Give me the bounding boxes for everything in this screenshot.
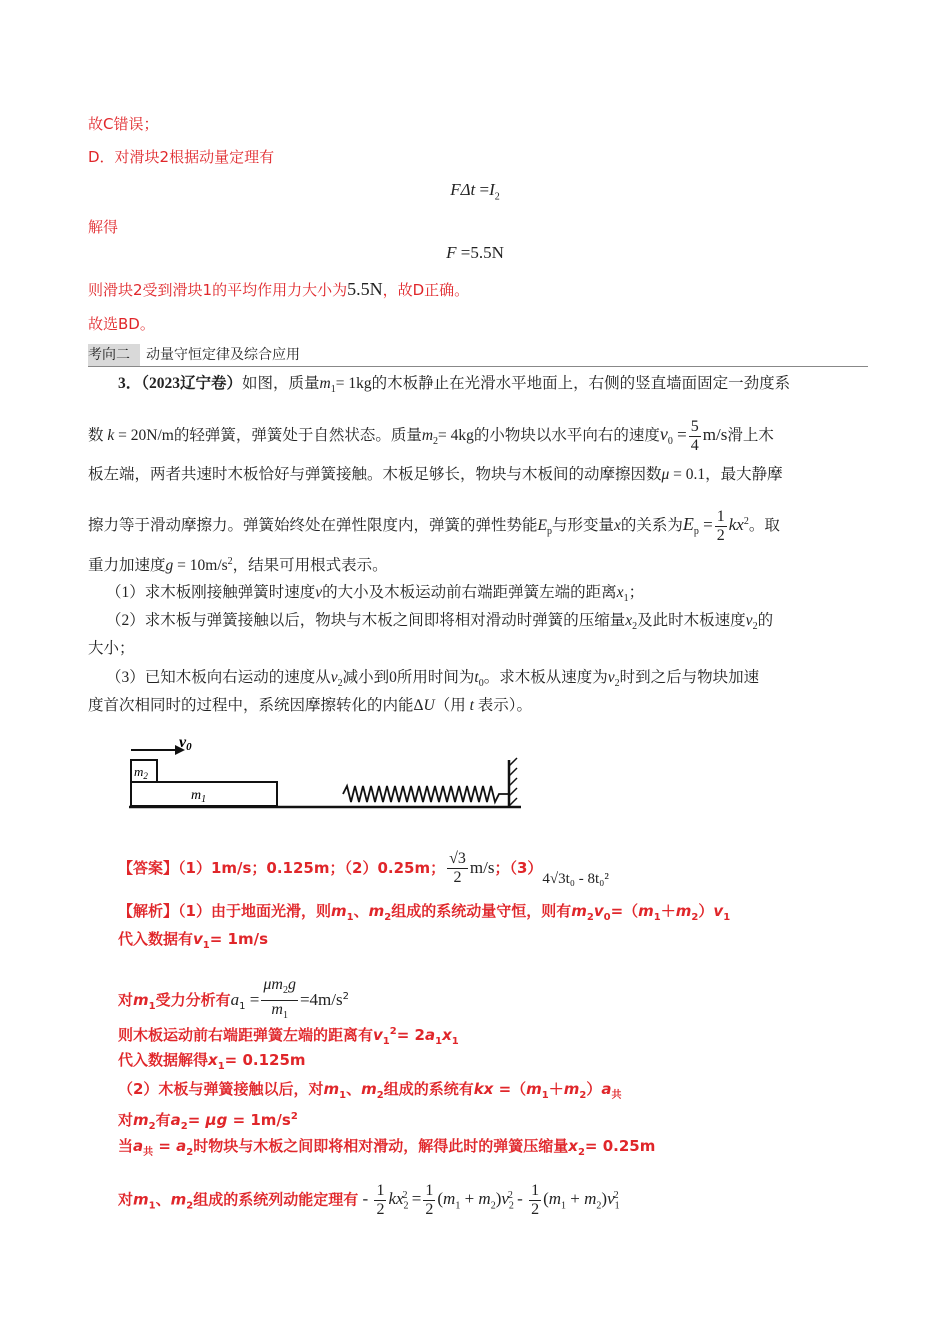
text-line: 故C错误； (88, 115, 159, 133)
text: 板左端，两者共速时木板恰好与弹簧接触。木板足够长，物块与木板间的动摩擦因数 (88, 466, 662, 483)
text: （2）木板与弹簧接触以后，对 (118, 1080, 324, 1098)
var: x (614, 517, 621, 535)
text: ；（3） (494, 859, 543, 877)
text: 擦力等于滑动摩擦力。弹簧始终处在弹性限度内，弹簧的弹性势能 (88, 517, 538, 535)
analysis-line-8: 当$a_共 = a_2$时物块与木板之间即将相对滑动，解得此时的弹簧压缩量$x_2= 0.25m$ (118, 1137, 656, 1158)
text: 则木板运动前右端距弹簧左端的距离有 (118, 1026, 374, 1044)
answer-line (118, 850, 609, 887)
spring (343, 786, 509, 802)
text: （2）求木板与弹簧接触以后，物块与木板之间即将相对滑动时弹簧的压缩量 (106, 612, 626, 629)
text: 当 (118, 1137, 134, 1155)
text: 的关系为 (620, 517, 683, 535)
fraction-sqrt3-2: $\frac{√3}{2}$ (449, 850, 466, 886)
eq-right: I (489, 180, 495, 199)
text-line (88, 279, 469, 300)
analysis-line-7: 对$m_2$有$a_2= \mu g = 1m/s^2$ (118, 1111, 298, 1132)
v0-label: v0 (179, 734, 192, 753)
text: ； (628, 584, 645, 601)
analysis-line-6: （2）木板与弹簧接触以后，对$m_1$、$m_2$组成的系统有kx $=(m_1+m_2)a_共$ (118, 1080, 622, 1101)
energy-equation: - $\frac{1}{2}$ $kx_2^2$ = $\frac{1}{2}$ $(m_1 + m_2)v_2^2$ - $\frac{1}{2}$ $(m_1 + m_2)v_1^2$ (358, 1182, 620, 1218)
var: g (165, 557, 174, 575)
fraction-half: $\frac{1}{2}$ (716, 508, 725, 544)
den: 4 (690, 437, 699, 454)
text: 组成的系统动量守恒，则有 (391, 902, 572, 920)
question-line-4: 擦力等于滑动摩擦力。弹簧始终处在弹性限度内，弹簧的弹性势能$E_p$与形变量x的关系为$E_p$ = $\frac{1}{2}$ $kx^2$。取 (88, 508, 780, 544)
math: =4m/s (299, 990, 343, 1010)
text: = 20N/m的轻弹簧，弹簧处于自然状态。质量 (114, 427, 422, 445)
unit: m/s (702, 425, 728, 445)
text: = 4kg的小物块以水平向右的速度 (438, 427, 660, 445)
var: x (616, 584, 624, 601)
text: 与形变量 (551, 517, 614, 535)
text: 重力加速度 (88, 557, 166, 575)
answer-3-expr: 4√3t₀ - 8t₀² (542, 871, 609, 887)
analysis-line-3: 对$m_1$受力分析有$a_1$ = $\frac{\mu m_2g}{m_1}$ $=4m/s^2$ (118, 976, 349, 1025)
text: 时到之后与物块加速 (619, 669, 760, 686)
eq-left: F (446, 243, 457, 262)
eq-sub: 2 (494, 191, 500, 203)
var: E (537, 517, 547, 535)
text: 受力分析有 (155, 991, 231, 1010)
text: 对 (118, 1111, 134, 1129)
text-line: D．对滑块2根据动量定理有 (88, 148, 275, 166)
sub-question-1: （1）求木板刚接触弹簧时速度v的大小及木板运动前右端距弹簧左端的距离$x_1$； (106, 584, 645, 605)
analysis-line-5: 代入数据解得$x_1= 0.125m$ (118, 1051, 306, 1072)
text: 度首次相同时的过程中，系统因摩擦转化的内能 (88, 697, 414, 714)
text: 代入数据解得 (118, 1051, 209, 1069)
text: 数 (88, 427, 104, 445)
equation-force: F =5.5N (446, 243, 504, 262)
sub-question-2-cont: 大小； (88, 640, 135, 657)
text: = 1m/s (227, 1111, 291, 1129)
text: 则滑块2受到滑块1的平均作用力大小为 (88, 281, 348, 299)
sub-question-3-cont: 度首次相同时的过程中，系统因摩擦转化的内能ΔU（用 t 表示）。 (88, 697, 533, 714)
analysis-line-2: 代入数据有$v_1= 1m/s$ (118, 930, 269, 951)
analysis-label: 【解析】 (118, 902, 179, 920)
text: ，结果可用根式表示。 (232, 557, 388, 575)
text: = 0.25m (584, 1137, 656, 1155)
fraction-a1: $\frac{\mu m_2g}{m_1}$ (263, 976, 296, 1022)
text: 滑上木 (727, 427, 774, 445)
equation-impulse: $F\Delta t =I_2$ (450, 180, 500, 203)
text: = 1m/s (209, 930, 269, 948)
answer-label: 【答案】 (118, 859, 179, 877)
text: 表示）。 (477, 697, 533, 714)
fraction-v0 (689, 418, 701, 455)
text: 及此时木板速度 (637, 612, 746, 629)
text: 减小到0所用时间为 (342, 669, 475, 686)
text: 。求木板从速度为 (483, 669, 608, 686)
text: = (187, 1111, 201, 1129)
sub-question-2: （2）求木板与弹簧接触以后，物块与木板之间即将相对滑动时弹簧的压缩量$x_2$及此时木板速度$v_2$的 (106, 612, 774, 633)
text: 对 (118, 1190, 134, 1209)
var: μ (661, 466, 670, 483)
text-line: 解得 (88, 218, 119, 236)
num: 5 (690, 418, 699, 435)
question-line-5: 重力加速度$g = 10m/s^2$，结果可用根式表示。 (88, 556, 388, 575)
text: = 10m/s (173, 557, 228, 575)
q-num: 3． (118, 375, 142, 392)
text: = 0.1，最大静摩 (669, 466, 783, 483)
sub-question-3: （3）已知木板向右运动的速度从$v_2$减小到0所用时间为$t_0$。求木板从速度为$v_2$时到之后与物块加速 (106, 669, 760, 690)
text: 如图，质量 (242, 375, 320, 392)
question-line-2: 数 k = 20N/m的轻弹簧，弹簧处于自然状态。质量$m_2= 4kg$的小物块以水平向右的速度$v_0$ = $\frac{5}{4}$ m/s滑上木 (88, 418, 774, 454)
section-tag: 考向二 (88, 344, 140, 366)
analysis-line-9: 对$m_1$、$m_2$组成的系统列动能定理有 - $\frac{1}{2}$ $kx_2^2$ = $\frac{1}{2}$ $(m_1 + m_2)v_2^2$ - $\frac{1}{2}$ $(m_1 + m_2)v_1^2$ (118, 1182, 620, 1218)
text: ，故D正确。 (382, 281, 470, 299)
math: 5.5N (347, 279, 383, 299)
text: 的大小及木板运动前右端距弹簧左端的距离 (322, 584, 617, 601)
section-title: 动量守恒定律及综合应用 (146, 347, 300, 363)
analysis-line-4: 则木板运动前右端距弹簧左端的距离有$v_1^2= 2a_1x_1$ (118, 1026, 459, 1047)
text: 组成的系统有 (383, 1080, 474, 1098)
analysis-line-1: 【解析】（1）由于地面光滑，则$m_1$、$m_2$组成的系统动量守恒，则有$m_2v_0=(m_1+m_2)v_1$ (118, 902, 731, 923)
var: k (107, 427, 115, 445)
text: 。取 (748, 517, 780, 535)
text: （用 (434, 697, 466, 714)
text: = 0.125m (224, 1051, 306, 1069)
eq-right: 5.5N (470, 243, 504, 262)
question-line-1: 3．（2023辽宁卷）如图，质量$m_1= 1kg$的木板静止在光滑水平地面上，右侧的竖直墙面固定一劲度系 (118, 375, 791, 396)
eq-left: FΔt (450, 180, 476, 199)
var: v (315, 584, 323, 601)
text: 时物块与木板之间即将相对滑动，解得此时的弹簧压缩量 (193, 1137, 569, 1155)
text: 的 (757, 612, 774, 629)
figure-board-spring (125, 732, 530, 812)
m2-label: $m_2$ (134, 764, 148, 781)
text: （1）1m/s；0.125m；（2）0.25m； (178, 859, 446, 877)
var: g (216, 1111, 228, 1129)
text: （3）已知木板向右运动的速度从 (106, 669, 331, 686)
text: 代入数据有 (118, 930, 194, 948)
text-line: 故选BD。 (88, 315, 155, 333)
unit: m/s (469, 858, 495, 877)
section-header (88, 344, 868, 367)
question-line-3 (88, 465, 783, 485)
text: 有 (155, 1111, 171, 1129)
text: （1）由于地面光滑，则 (178, 902, 331, 920)
text: 对 (118, 991, 134, 1010)
q-source: （2023辽宁卷） (141, 375, 243, 392)
text: = 1kg的木板静止在光滑水平地面上，右侧的竖直墙面固定一劲度系 (335, 375, 791, 392)
m1-label: $m_1$ (191, 788, 207, 805)
text: （1）求木板刚接触弹簧时速度 (106, 584, 316, 601)
var: m (319, 375, 331, 392)
text: 组成的系统列动能定理有 (193, 1190, 359, 1209)
